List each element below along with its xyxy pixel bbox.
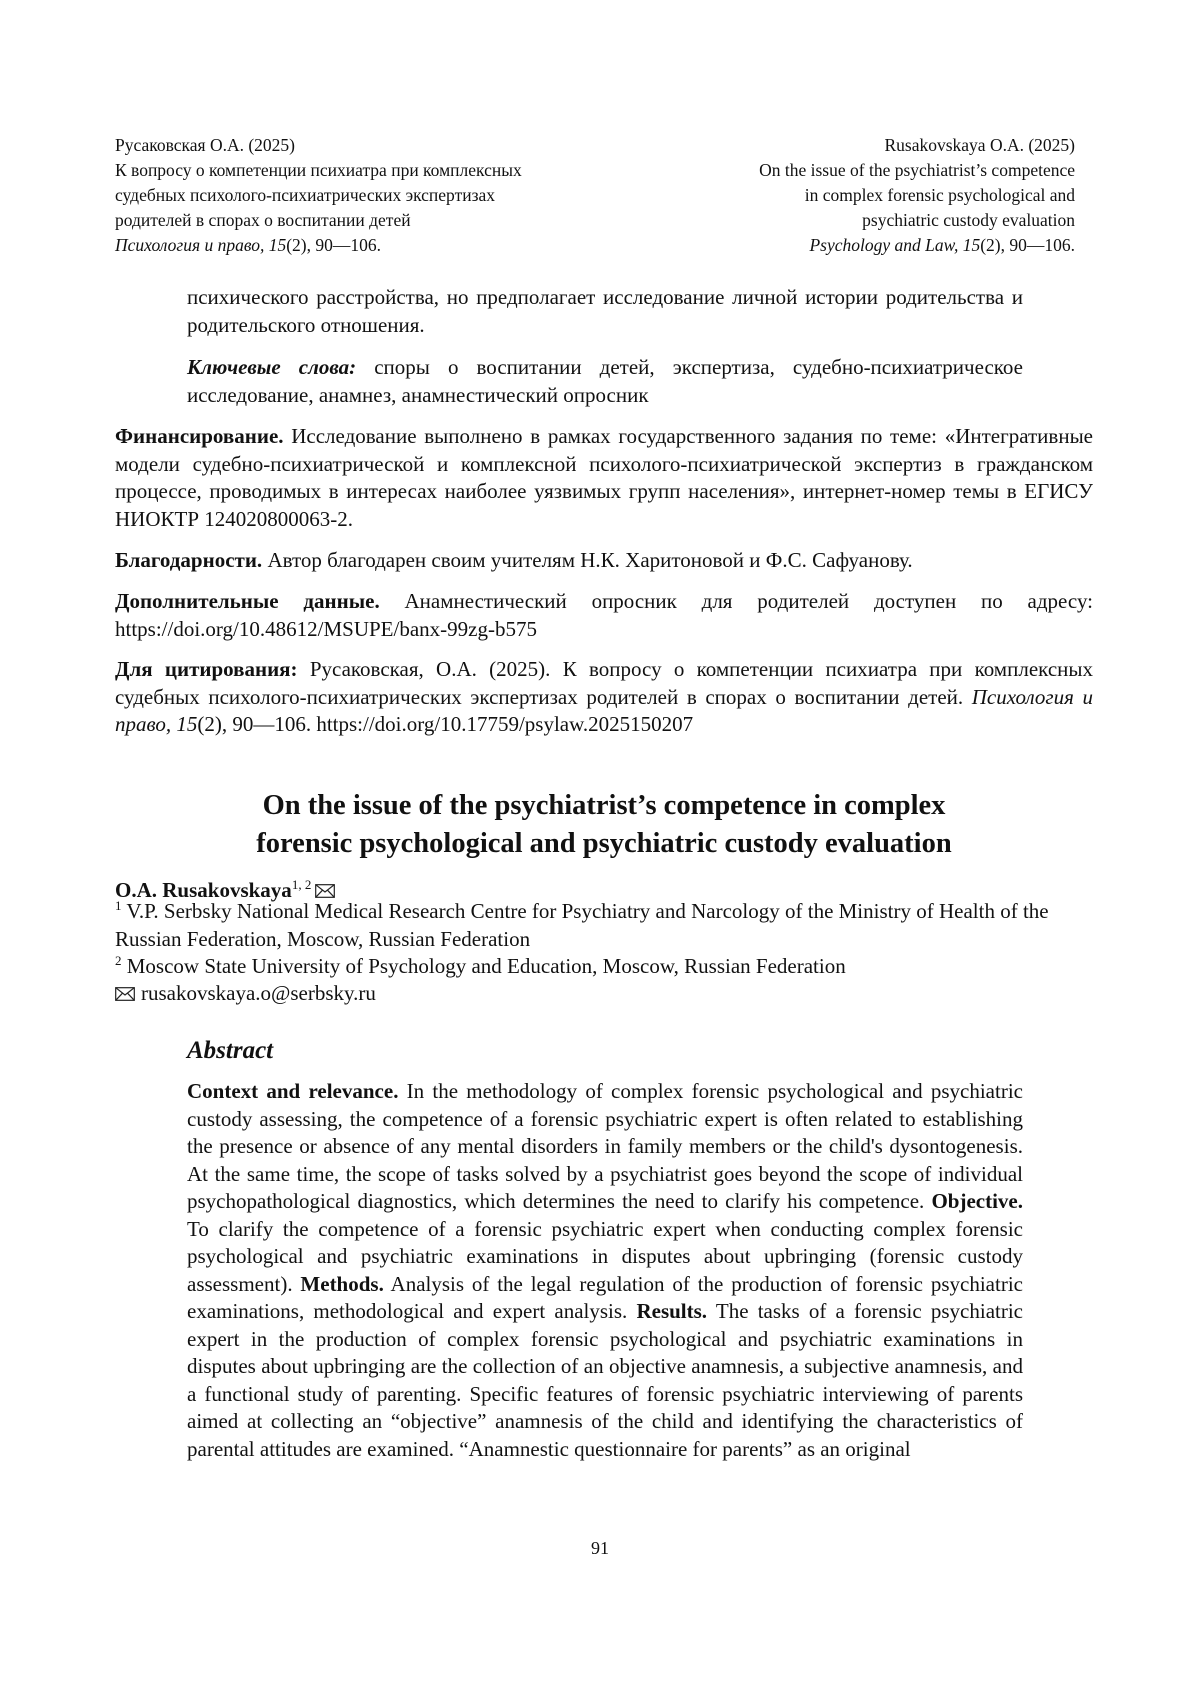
ru-extra-text: Анамнестический опросник для родителей доступен по адресу: https://doi.org/10.48612/MSUPE/banx-99zg-b575 — [115, 589, 1093, 641]
aff2-text: Moscow State University of Psychology and Education, Moscow, Russian Federation — [121, 954, 846, 978]
ru-extra-data — [115, 588, 1093, 643]
header-right-volume: 15 — [958, 235, 981, 255]
page-number: 91 — [591, 1538, 609, 1558]
results-label: Results. — [636, 1299, 708, 1323]
header-right-line2: On the issue of the psychiatrist’s competence — [759, 160, 1075, 180]
abstract-heading: Abstract — [187, 1037, 274, 1064]
methods-text: Analysis of the legal regulation of the production of forensic psychiatric examinations, methodological and expert analysis. — [187, 1271, 1023, 1323]
context-text: In the methodology of complex forensic psychological and psychiatric custody assessing, the competence of a forensic psychiatric expert is often related to establishing the presence or absence of any mental disorders in family members or the child's dysontogenesis. At the same time, the scope of tasks solved by a psychiatrist goes beyond the scope of individual psychopathological diagnostics, which determines the need to clarify his competence. — [187, 1079, 1023, 1213]
header-right-line1: Rusakovskaya O.A. (2025) — [884, 135, 1075, 155]
ru-abstract-tail: психического расстройства, но предполагает исследование личной истории родительства и родительского отношения. — [187, 285, 1023, 337]
ru-cite-pages: (2), 90—106. https://doi.org/10.17759/psylaw.2025150207 — [197, 712, 694, 736]
ru-cite-text: Русаковская, О.А. (2025). К вопросу о компетенции психиатра при комплексных судебных психолого-психиатрических экспертизах родителей в спорах о воспитании детей. — [115, 657, 1093, 709]
objective-text: To clarify the competence of a forensic psychiatric expert when conducting complex forensic psychological and psychiatric examinations in disputes about upbringing (forensic custody assessment). — [187, 1216, 1023, 1296]
ru-cite-label: Для цитирования: — [115, 657, 298, 681]
en-abstract — [187, 1078, 1023, 1463]
header-right-citation — [759, 233, 1075, 258]
header-left-line2: К вопросу о компетенции психиатра при комплексных — [115, 160, 522, 180]
running-header-right — [759, 133, 1075, 258]
header-left-journal: Психология и право, — [115, 235, 265, 255]
ru-thanks-text: Автор благодарен своим учителям Н.К. Харитоновой и Ф.С. Сафуанову. — [262, 548, 913, 572]
methods-label: Methods. — [300, 1271, 384, 1296]
en-title-line1: On the issue of the psychiatrist’s competence in complex — [262, 790, 946, 821]
header-right-journal: Psychology and Law, — [809, 235, 959, 255]
ru-cite-journal: Психология и право, 15 — [115, 684, 1093, 736]
aff1-number: 1 — [115, 898, 122, 913]
author-affiliation-marks: 1, 2 — [291, 877, 312, 892]
en-title-line2: forensic psychological and psychiatric custody evaluation — [256, 828, 952, 859]
header-left-citation — [115, 233, 522, 258]
ru-thanks-label: Благодарности. — [115, 548, 263, 572]
header-right-line4: psychiatric custody evaluation — [862, 210, 1075, 230]
aff1-text: V.P. Serbsky National Medical Research Centre for Psychiatry and Narcology of the Ministry of Health of the Russian Federation, Moscow, Russian Federation — [115, 899, 1049, 951]
ru-keywords-label: Ключевые слова: — [187, 355, 357, 379]
header-right-issue: (2), 90—106. — [980, 235, 1075, 255]
header-left-line1: Русаковская О.А. (2025) — [115, 135, 296, 155]
en-title — [115, 787, 1093, 863]
mail-envelope-icon — [115, 987, 135, 1001]
header-left-issue: (2), 90—106. — [286, 235, 382, 255]
author-email-line — [115, 980, 1105, 1008]
results-text: The tasks of a forensic psychiatric expert in the production of complex forensic psychological and psychiatric examinations in disputes about upbringing are the collection of an objective anamnesis, a subjective anamnesis, and a functional study of parenting. Specific features of forensic psychiatric interviewing of parents aimed at collecting an “objective” anamnesis of the child and identifying the characteristics of parental attitudes are examined. “Anamnestic questionnaire for parents” as an original — [187, 1299, 1023, 1461]
objective-label: Objective. — [931, 1189, 1023, 1213]
aff2-number: 2 — [115, 953, 122, 968]
ru-thanks — [115, 547, 1093, 575]
running-header-left — [115, 133, 522, 258]
ru-funding — [115, 423, 1093, 533]
ru-keywords-text: споры о воспитании детей, экспертиза, судебно-психиатрическое исследование, анамнез, анамнестический опросник — [187, 355, 1023, 407]
affiliation-1 — [115, 898, 1105, 953]
author-email[interactable]: rusakovskaya.o@serbsky.ru — [141, 981, 376, 1005]
ru-extra-label: Дополнительные данные. — [115, 589, 380, 613]
context-label: Context and relevance. — [187, 1079, 399, 1103]
header-left-volume: 15 — [264, 235, 287, 255]
ru-funding-text: Исследование выполнено в рамках государственного задания по теме: «Интегративные модели судебно-психиатрической и комплексной психолого-психиатрической экспертиз в гражданском процессе, проводимых в интересах наиболее уязвимых групп населения», интернет-номер темы в ЕГИСУ НИОКТР 124020800063-2. — [115, 424, 1093, 531]
header-left-line3: судебных психолого-психиатрических экспертизах — [115, 185, 496, 205]
mail-envelope-icon — [315, 884, 335, 898]
ru-citation — [115, 656, 1093, 739]
affiliation-2 — [115, 953, 1105, 981]
ru-keywords — [187, 354, 1023, 409]
header-right-line3: in complex forensic psychological and — [804, 185, 1075, 205]
ru-funding-label: Финансирование. — [115, 424, 284, 448]
header-left-line4: родителей в спорах о воспитании детей — [115, 210, 411, 230]
author-name: O.A. Rusakovskaya — [115, 878, 292, 902]
